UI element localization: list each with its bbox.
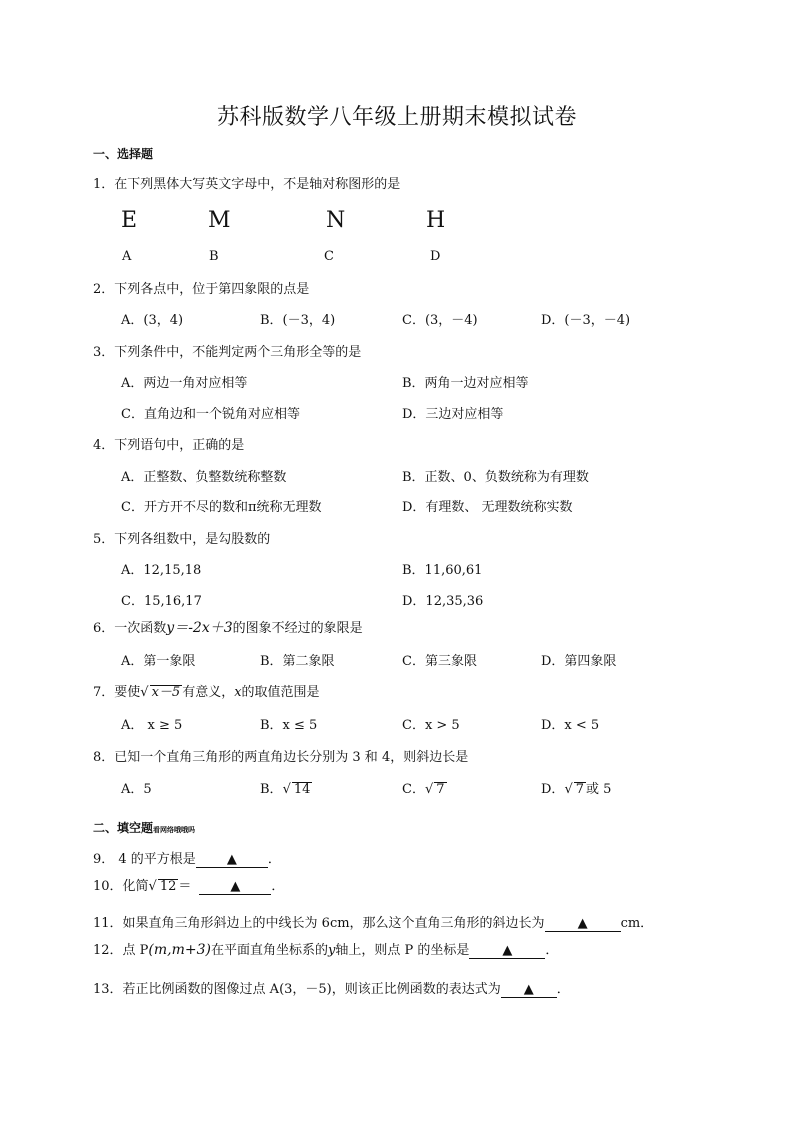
answer-blank: ▲ — [501, 983, 557, 998]
q1-label-a: A — [122, 249, 132, 264]
q7-post: 有意义， — [182, 685, 235, 700]
sqrt-sign: √ — [564, 782, 573, 797]
q2-option-c: C．(3，－4) — [402, 313, 478, 328]
section-heading-fill: 二、填空题看网络哦哦吗 — [93, 821, 196, 835]
section-heading-choice: 一、选择题 — [93, 147, 154, 161]
sqrt-sign: √ — [140, 685, 149, 700]
question-8-stem: 8．已知一个直角三角形的两直角边长分别为 3 和 4，则斜边长是 — [93, 750, 469, 765]
question-6-stem — [93, 620, 363, 637]
q1-letter-h: H — [426, 208, 446, 233]
question-4-stem: 4．下列语句中，正确的是 — [93, 438, 245, 453]
answer-blank: ▲ — [545, 917, 621, 932]
answer-blank: ▲ — [196, 853, 268, 868]
q8-option-b: B．√ 14 — [260, 782, 311, 797]
q4-option-b: B．正数、0、负数统称为有理数 — [402, 470, 589, 485]
sqrt-sign: √ — [282, 782, 291, 797]
q4-option-d: D．有理数、 无理数统称实数 — [402, 500, 573, 515]
q5-option-a: A．12,15,18 — [121, 563, 202, 578]
q8-option-c: C．√ 7 — [402, 782, 445, 797]
question-9: 9． 4 的平方根是 ▲ ． — [93, 852, 281, 867]
q1-letter-e: E — [121, 208, 138, 233]
answer-blank: ▲ — [469, 944, 545, 959]
q7-option-d: D．x < 5 — [541, 718, 600, 733]
q6-option-a: A．第一象限 — [121, 654, 196, 669]
q1-letter-n: N — [326, 208, 346, 233]
question-11: 11．如果直角三角形斜边上的中线长为 6cm，那么这个直角三角形的斜边长为 ▲ cm． — [93, 916, 654, 931]
question-10: 10．化简√ 12 ＝ ▲ ． — [93, 879, 285, 894]
q6-pre: 6．一次函数 — [93, 621, 167, 636]
question-13: 13．若正比例函数的图像过点 A(3，－5)，则该正比例函数的表达式为 ▲ ． — [93, 982, 570, 997]
section-note: 看网络哦哦吗 — [153, 825, 196, 834]
q2-option-a: A．(3，4) — [121, 313, 184, 328]
q6-option-d: D．第四象限 — [541, 654, 617, 669]
q6-option-b: B．第二象限 — [260, 654, 335, 669]
question-2-stem: 2．下列各点中，位于第四象限的点是 — [93, 282, 310, 297]
answer-blank: ▲ — [199, 880, 271, 895]
q7-option-b: B．x ≤ 5 — [260, 718, 318, 733]
q3-option-b: B．两角一边对应相等 — [402, 376, 529, 391]
q5-option-d: D．12,35,36 — [402, 594, 484, 609]
q1-label-b: B — [209, 249, 219, 264]
q3-option-d: D．三边对应相等 — [402, 407, 504, 422]
q6-post: 的图象不经过的象限是 — [232, 621, 363, 636]
q6-formula: y＝-2x＋3 — [166, 620, 233, 636]
question-1-stem: 1．在下列黑体大写英文字母中，不是轴对称图形的是 — [93, 177, 401, 192]
q1-label-c: C — [324, 249, 334, 264]
q4-option-a: A．正整数、负整数统称整数 — [121, 470, 287, 485]
q3-option-c: C．直角边和一个锐角对应相等 — [121, 407, 300, 422]
q7-option-a: A． x ≥ 5 — [121, 718, 183, 733]
q7-post2: 的取值范围是 — [241, 685, 320, 700]
question-3-stem: 3．下列条件中，不能判定两个三角形全等的是 — [93, 345, 362, 360]
question-12: 12．点 P(m,m+3)在平面直角坐标系的y轴上，则点 P 的坐标是 ▲ ． — [93, 942, 559, 958]
question-5-stem: 5．下列各组数中，是勾股数的 — [93, 532, 271, 547]
q5-option-c: C．15,16,17 — [121, 594, 202, 609]
q2-option-b: B．(－3，4) — [260, 313, 336, 328]
q3-option-a: A．两边一角对应相等 — [121, 376, 248, 391]
q8-option-a: A．5 — [121, 782, 152, 797]
q7-radicand: x－5 — [151, 685, 181, 700]
question-7-stem — [93, 685, 320, 701]
q1-label-d: D — [430, 249, 441, 264]
q8-option-d: D．√ 7 或 5 — [541, 782, 612, 797]
q2-option-d: D．(－3，－4) — [541, 313, 631, 328]
q7-option-c: C．x > 5 — [402, 718, 460, 733]
q7-pre: 7．要使 — [93, 685, 141, 700]
q6-option-c: C．第三象限 — [402, 654, 477, 669]
q1-letter-m: M — [208, 208, 231, 233]
page-title: 苏科版数学八年级上册期末模拟试卷 — [216, 105, 577, 130]
sqrt-sign: √ — [148, 879, 157, 894]
q7-var: x — [234, 685, 242, 700]
sqrt-sign: √ — [424, 782, 434, 797]
q5-option-b: B．11,60,61 — [402, 563, 483, 578]
q4-option-c: C．开方开不尽的数和π统称无理数 — [121, 500, 322, 515]
